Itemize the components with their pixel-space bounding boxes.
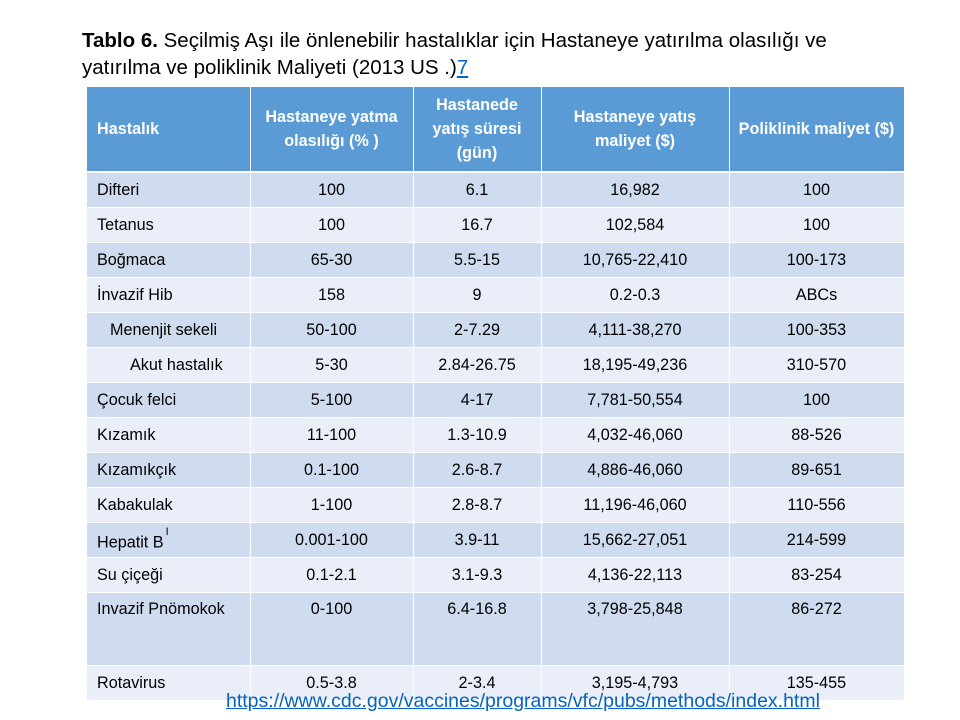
header-probability: Hastaneye yatma olasılığı (% ) (250, 87, 413, 172)
table-row (87, 558, 904, 593)
cell-stay: 2-3.4 (413, 666, 541, 701)
cell-hospital-cost: 4,032-46,060 (541, 418, 729, 453)
disease-name: Hepatit B (97, 533, 164, 552)
cell-stay: 2-7.29 (413, 313, 541, 348)
cell-stay: 3.9-11 (413, 523, 541, 558)
cell-stay: 2.8-8.7 (413, 488, 541, 523)
footnote-link[interactable]: 7 (456, 56, 469, 79)
table-row (87, 348, 904, 383)
cell-hospital-cost: 16,982 (541, 172, 729, 208)
cell-clinic-cost: ABCs (729, 278, 904, 313)
cell-hospital-cost: 0.2-0.3 (541, 278, 729, 313)
cell-hospital-cost: 3,798-25,848 (541, 593, 729, 666)
cell-probability: 100 (250, 172, 413, 208)
cell-probability: 0.5-3.8 (250, 666, 413, 701)
source-link[interactable]: https://www.cdc.gov/vaccines/programs/vfc/pubs/methods/index.html (226, 690, 820, 712)
cell-probability: 65-30 (250, 243, 413, 278)
cell-disease: Kızamıkçık (87, 453, 250, 488)
cell-probability: 0.1-100 (250, 453, 413, 488)
cell-hospital-cost: 4,111-38,270 (541, 313, 729, 348)
header-disease: Hastalık (87, 87, 250, 172)
cell-stay: 2.6-8.7 (413, 453, 541, 488)
cell-clinic-cost: 310-570 (729, 348, 904, 383)
table-row (87, 418, 904, 453)
cell-hospital-cost: 3,195-4,793 (541, 666, 729, 701)
cell-clinic-cost: 100 (729, 208, 904, 243)
cell-disease: Su çiçeği (87, 558, 250, 593)
cell-stay: 4-17 (413, 383, 541, 418)
table-row (87, 172, 904, 208)
cell-hospital-cost: 11,196-46,060 (541, 488, 729, 523)
cell-disease: Kabakulak (87, 488, 250, 523)
table-row (87, 488, 904, 523)
table-row (87, 523, 904, 558)
cell-hospital-cost: 15,662-27,051 (541, 523, 729, 558)
cell-clinic-cost: 110-556 (729, 488, 904, 523)
cell-disease: Çocuk felci (87, 383, 250, 418)
cell-disease: Rotavirus (87, 666, 250, 701)
cell-clinic-cost: 88-526 (729, 418, 904, 453)
cell-probability: 0.001-100 (250, 523, 413, 558)
cell-clinic-cost: 214-599 (729, 523, 904, 558)
header-hospital-cost: Hastaneye yatış maliyet ($) (541, 87, 729, 172)
cell-probability: 158 (250, 278, 413, 313)
cell-probability: 11-100 (250, 418, 413, 453)
table-row (87, 313, 904, 348)
cell-stay: 1.3-10.9 (413, 418, 541, 453)
cell-hospital-cost: 18,195-49,236 (541, 348, 729, 383)
slide-title (82, 27, 862, 81)
cell-disease: Akut hastalık (87, 348, 250, 383)
table-header-row (87, 87, 904, 172)
table-row (87, 593, 904, 666)
cell-clinic-cost: 100-353 (729, 313, 904, 348)
cell-clinic-cost: 86-272 (729, 593, 904, 666)
title-label: Tablo 6. (82, 29, 158, 52)
cell-disease: İnvazif Hib (87, 278, 250, 313)
cell-stay: 6.1 (413, 172, 541, 208)
cell-stay: 6.4-16.8 (413, 593, 541, 666)
cell-clinic-cost: 100 (729, 172, 904, 208)
cell-hospital-cost: 4,136-22,113 (541, 558, 729, 593)
cell-disease: Tetanus (87, 208, 250, 243)
cell-hospital-cost: 10,765-22,410 (541, 243, 729, 278)
cell-probability: 0.1-2.1 (250, 558, 413, 593)
table-row (87, 453, 904, 488)
cell-probability: 1-100 (250, 488, 413, 523)
cell-stay: 5.5-15 (413, 243, 541, 278)
cell-probability: 5-100 (250, 383, 413, 418)
cell-clinic-cost: 135-455 (729, 666, 904, 701)
cell-probability: 100 (250, 208, 413, 243)
cell-probability: 50-100 (250, 313, 413, 348)
cell-clinic-cost: 89-651 (729, 453, 904, 488)
cell-clinic-cost: 83-254 (729, 558, 904, 593)
cell-disease: Difteri (87, 172, 250, 208)
cell-hospital-cost: 102,584 (541, 208, 729, 243)
table-row (87, 208, 904, 243)
cell-hospital-cost: 4,886-46,060 (541, 453, 729, 488)
cell-clinic-cost: 100-173 (729, 243, 904, 278)
title-text: Seçilmiş Aşı ile önlenebilir hastalıklar için Hastaneye yatırılma olasılığı ve yatırılma ve poliklinik Maliyeti (2013 US .) (82, 29, 827, 79)
footnote-mark: I (165, 525, 169, 538)
header-stay: Hastanede yatış süresi (gün) (413, 87, 541, 172)
cell-stay: 16.7 (413, 208, 541, 243)
cell-stay: 2.84-26.75 (413, 348, 541, 383)
cell-disease: Boğmaca (87, 243, 250, 278)
table-row (87, 383, 904, 418)
cell-disease: Kızamık (87, 418, 250, 453)
table-row (87, 278, 904, 313)
hospitalization-cost-table (87, 87, 905, 701)
cell-probability: 0-100 (250, 593, 413, 666)
cell-hospital-cost: 7,781-50,554 (541, 383, 729, 418)
cell-stay: 9 (413, 278, 541, 313)
cell-disease (87, 523, 250, 558)
cell-disease: Menenjit sekeli (87, 313, 250, 348)
cell-probability: 5-30 (250, 348, 413, 383)
cell-stay: 3.1-9.3 (413, 558, 541, 593)
cell-clinic-cost: 100 (729, 383, 904, 418)
table-row (87, 243, 904, 278)
header-clinic-cost: Poliklinik maliyet ($) (729, 87, 904, 172)
cell-disease: Invazif Pnömokok (87, 593, 250, 666)
